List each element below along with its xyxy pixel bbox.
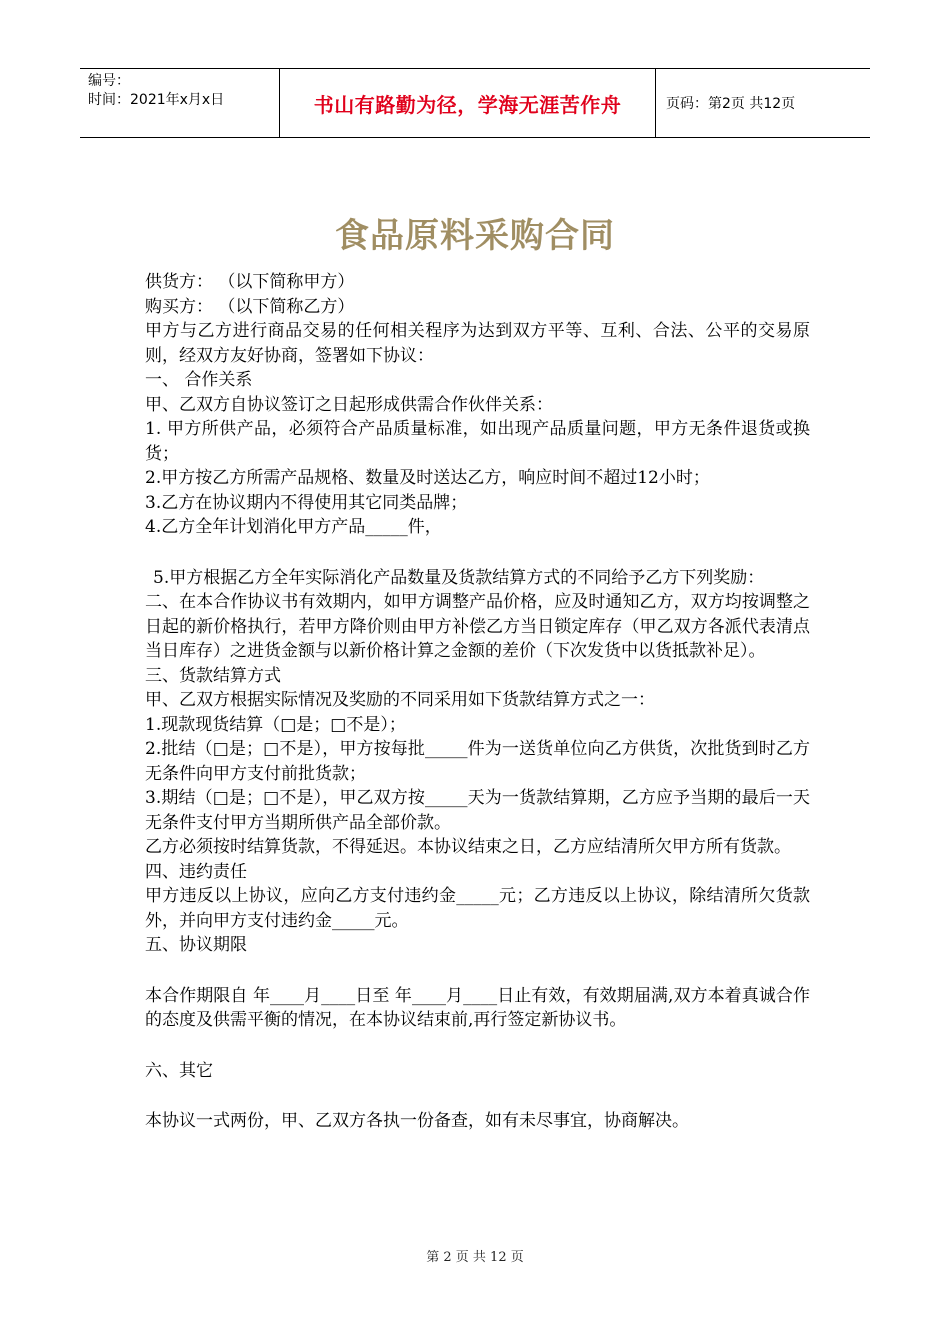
paragraph: 乙方必须按时结算货款，不得延迟。本协议结束之日，乙方应结清所欠甲方所有货款。 [145,837,791,857]
clause-item: 2.甲方按乙方所需产品规格、数量及时送达乙方，响应时间不超过12小时； [145,468,710,488]
section-heading-3: 三、货款结算方式 [145,665,281,686]
spacer [145,540,810,566]
clause-item: 1. 甲方所供产品，必须符合产品质量标准，如出现产品质量问题，甲方无条件退货或换货； [145,419,810,464]
time-label: 时间：2021年x月x日 [88,92,225,108]
spacer [145,1083,810,1109]
buyer-line: 购买方： （以下简称乙方） [145,296,355,317]
section-2-paragraph: 二、在本合作协议书有效期内，如甲方调整产品价格，应及时通知乙方，双方均按调整之日起的新价格执行，若甲方降价则由甲方补偿乙方当日锁定库存（甲乙双方各派代表清点当日库存）之进货金额与以新价格计算之金额的差价（下次发货中以货抵款补足）。 [145,592,810,661]
page-footer: 第 2 页 共 12 页 [426,1250,524,1265]
paragraph: 甲、乙双方自协议签订之日起形成供需合作伙伴关系： [145,394,553,415]
spacer [145,958,810,984]
section-heading-4: 四、违约责任 [145,861,247,882]
clause-item: 3.期结（□是；□不是），甲乙双方按_____天为一货款结算期，乙方应予当期的最后一天无条件支付甲方当期所供产品全部价款。 [145,788,810,833]
clause-item: 3.乙方在协议期内不得使用其它同类品牌； [145,492,468,513]
clause-item: 1.现款现货结算（□是；□不是）； [145,714,406,735]
contract-body [145,270,810,1134]
header-meta [80,69,280,137]
paragraph: 本协议一式两份，甲、乙双方各执一份备查，如有未尽事宜，协商解决。 [145,1111,689,1131]
paragraph: 甲、乙双方根据实际情况及奖励的不同采用如下货款结算方式之一： [145,690,655,710]
section-heading-5: 五、协议期限 [145,935,247,955]
spacer [145,1033,810,1059]
paragraph: 本合作期限自 年____月____日至 年____月____日止有效，有效期届满,双方本着真诚合作的态度及供需平衡的情况，在本协议结束前,再行签定新协议书。 [145,985,810,1030]
supplier-line: 供货方： （以下简称甲方） [145,272,355,292]
paragraph: 甲方违反以上协议，应向乙方支付违约金_____元；乙方违反以上协议，除结清所欠货款外，并向甲方支付违约金_____元。 [145,886,810,931]
clause-item: 4.乙方全年计划消化甲方产品_____件， [145,517,442,537]
intro-paragraph: 甲方与乙方进行商品交易的任何相关程序为达到双方平等、互利、合法、公平的交易原则，经双方友好协商，签署如下协议： [145,321,810,366]
header-slogan: 书山有路勤为径，学海无涯苦作舟 [280,69,656,137]
section-heading-6: 六、其它 [145,1060,213,1081]
section-heading-1: 一、 合作关系 [145,370,253,390]
document-title: 食品原料采购合同 [335,216,615,256]
header-table [80,68,870,138]
clause-item: 5.甲方根据乙方全年实际消化产品数量及货款结算方式的不同给予乙方下列奖励： [153,567,765,588]
header-page-code: 页码：第2页 共12页 [666,96,796,112]
clause-item: 2.批结（□是；□不是），甲方按每批_____件为一送货单位向乙方供货，次批货到时乙方无条件向甲方支付前批货款； [145,739,810,784]
number-label: 编号： [88,73,130,89]
